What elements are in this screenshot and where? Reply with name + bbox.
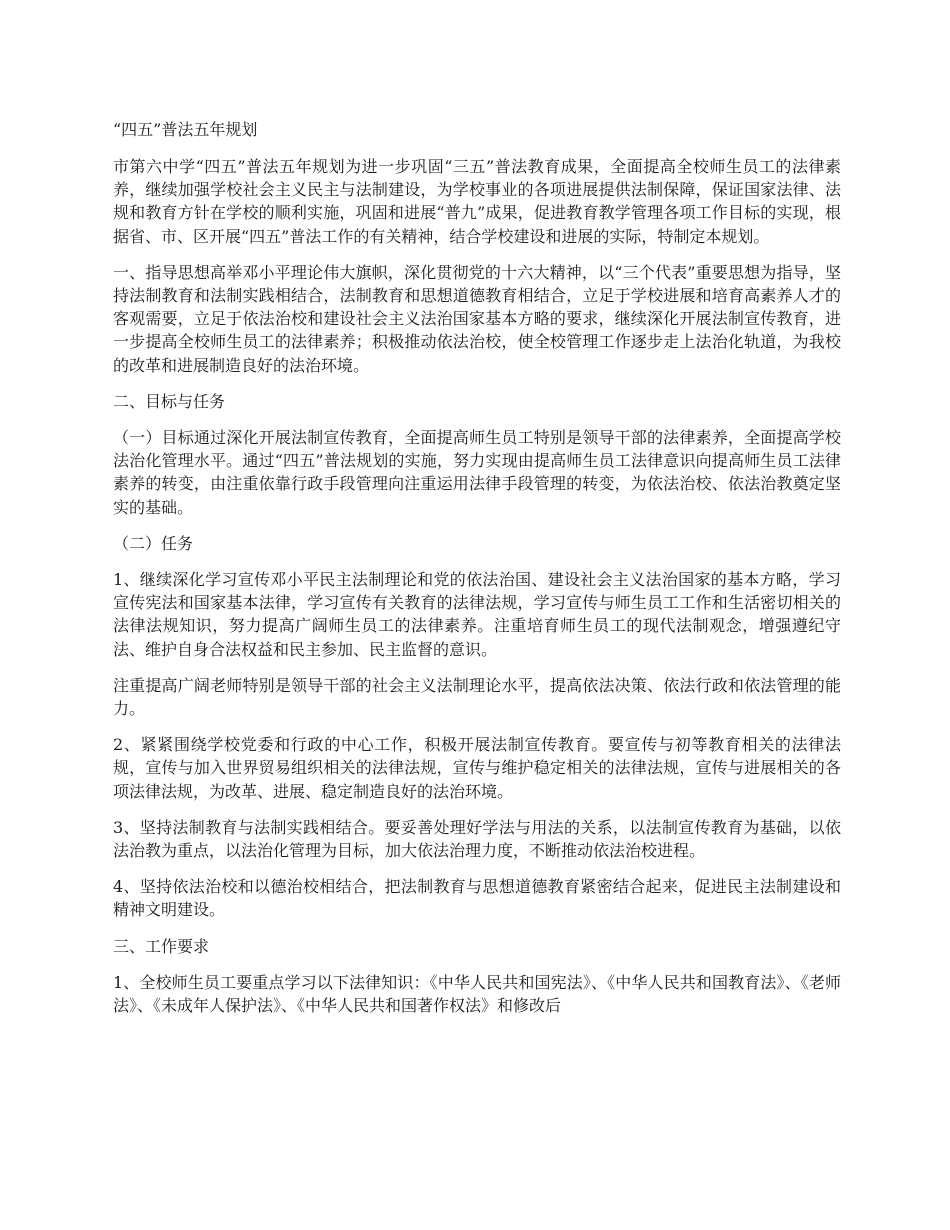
subsection-heading-tasks: （二）任务 xyxy=(113,533,194,553)
paragraph-requirement-1: 1、全校师生员工要重点学习以下法律知识：《中华人民共和国宪法》、《中华人民共和国教育法》、《老师法》、《未成年人保护法》、《中华人民共和国著作权法》和修改后 xyxy=(113,972,841,1016)
paragraph-goals: （一）目标通过深化开展法制宣传教育，全面提高师生员工特别是领导干部的法律素养，全面提高学校法治化管理水平。通过“四五”普法规划的实施，努力实现由提高师生员工法律意识向提高师生员工法律素养的转变，由注重依靠行政手段管理向注重运用法律手段管理的转变，为依法治校、依法治教奠定坚实的基础。 xyxy=(113,428,841,517)
paragraph-task-1-cont: 注重提高广阔老师特别是领导干部的社会主义法制理论水平，提高依法决策、依法行政和依法管理的能力。 xyxy=(113,675,841,719)
paragraph-intro: 市第六中学“四五”普法五年规划为进一步巩固“三五”普法教育成果，全面提高全校师生员工的法律素养，继续加强学校社会主义民主与法制建设，为学校事业的各项进展提供法制保障，保证国家法律、法规和教育方针在学校的顺利实施，巩固和进展“普九”成果，促进教育教学管理各项工作目标的实现，根据省、市、区开展“四五”普法工作的有关精神，结合学校建设和进展的实际，特制定本规划。 xyxy=(113,157,841,246)
section-heading-requirements: 三、工作要求 xyxy=(113,936,210,956)
section-heading-goals-tasks: 二、目标与任务 xyxy=(113,391,226,411)
paragraph-task-3: 3、坚持法制教育与法制实践相结合。要妥善处理好学法与用法的关系，以法制宣传教育为基础，以依法治教为重点，以法治化管理为目标，加大依法治理力度，不断推动依法治校进程。 xyxy=(113,817,841,861)
document-page xyxy=(113,118,841,1030)
paragraph-guiding-ideology: 一、指导思想高举邓小平理论伟大旗帜，深化贯彻党的十六大精神，以“三个代表”重要思想为指导，坚持法制教育和法制实践相结合，法制教育和思想道德教育相结合，立足于学校进展和培育高素养人才的客观需要，立足于依法治校和建设社会主义法治国家基本方略的要求，继续深化开展法制宣传教育，进一步提高全校师生员工的法律素养；积极推动依法治校，使全校管理工作逐步走上法治化轨道，为我校的改革和进展制造良好的法治环境。 xyxy=(113,262,841,375)
document-title: “四五”普法五年规划 xyxy=(113,120,258,139)
paragraph-task-2: 2、紧紧围绕学校党委和行政的中心工作，积极开展法制宣传教育。要宣传与初等教育相关的法律法规，宣传与加入世界贸易组织相关的法律法规，宣传与维护稳定相关的法律法规，宣传与进展相关的各项法律法规，为改革、进展、稳定制造良好的法治环境。 xyxy=(113,735,841,801)
document-body xyxy=(113,155,841,1017)
paragraph-task-1: 1、继续深化学习宣传邓小平民主法制理论和党的依法治国、建设社会主义法治国家的基本方略，学习宣传宪法和国家基本法律，学习宣传有关教育的法律法规，学习宣传与师生员工工作和生活密切相关的法律法规知识，努力提高广阔师生员工的法律素养。注重培育师生员工的现代法制观念，增强遵纪守法、维护自身合法权益和民主参加、民主监督的意识。 xyxy=(113,570,841,659)
paragraph-task-4: 4、坚持依法治校和以德治校相结合，把法制教育与思想道德教育紧密结合起来，促进民主法制建设和精神文明建设。 xyxy=(113,877,841,920)
